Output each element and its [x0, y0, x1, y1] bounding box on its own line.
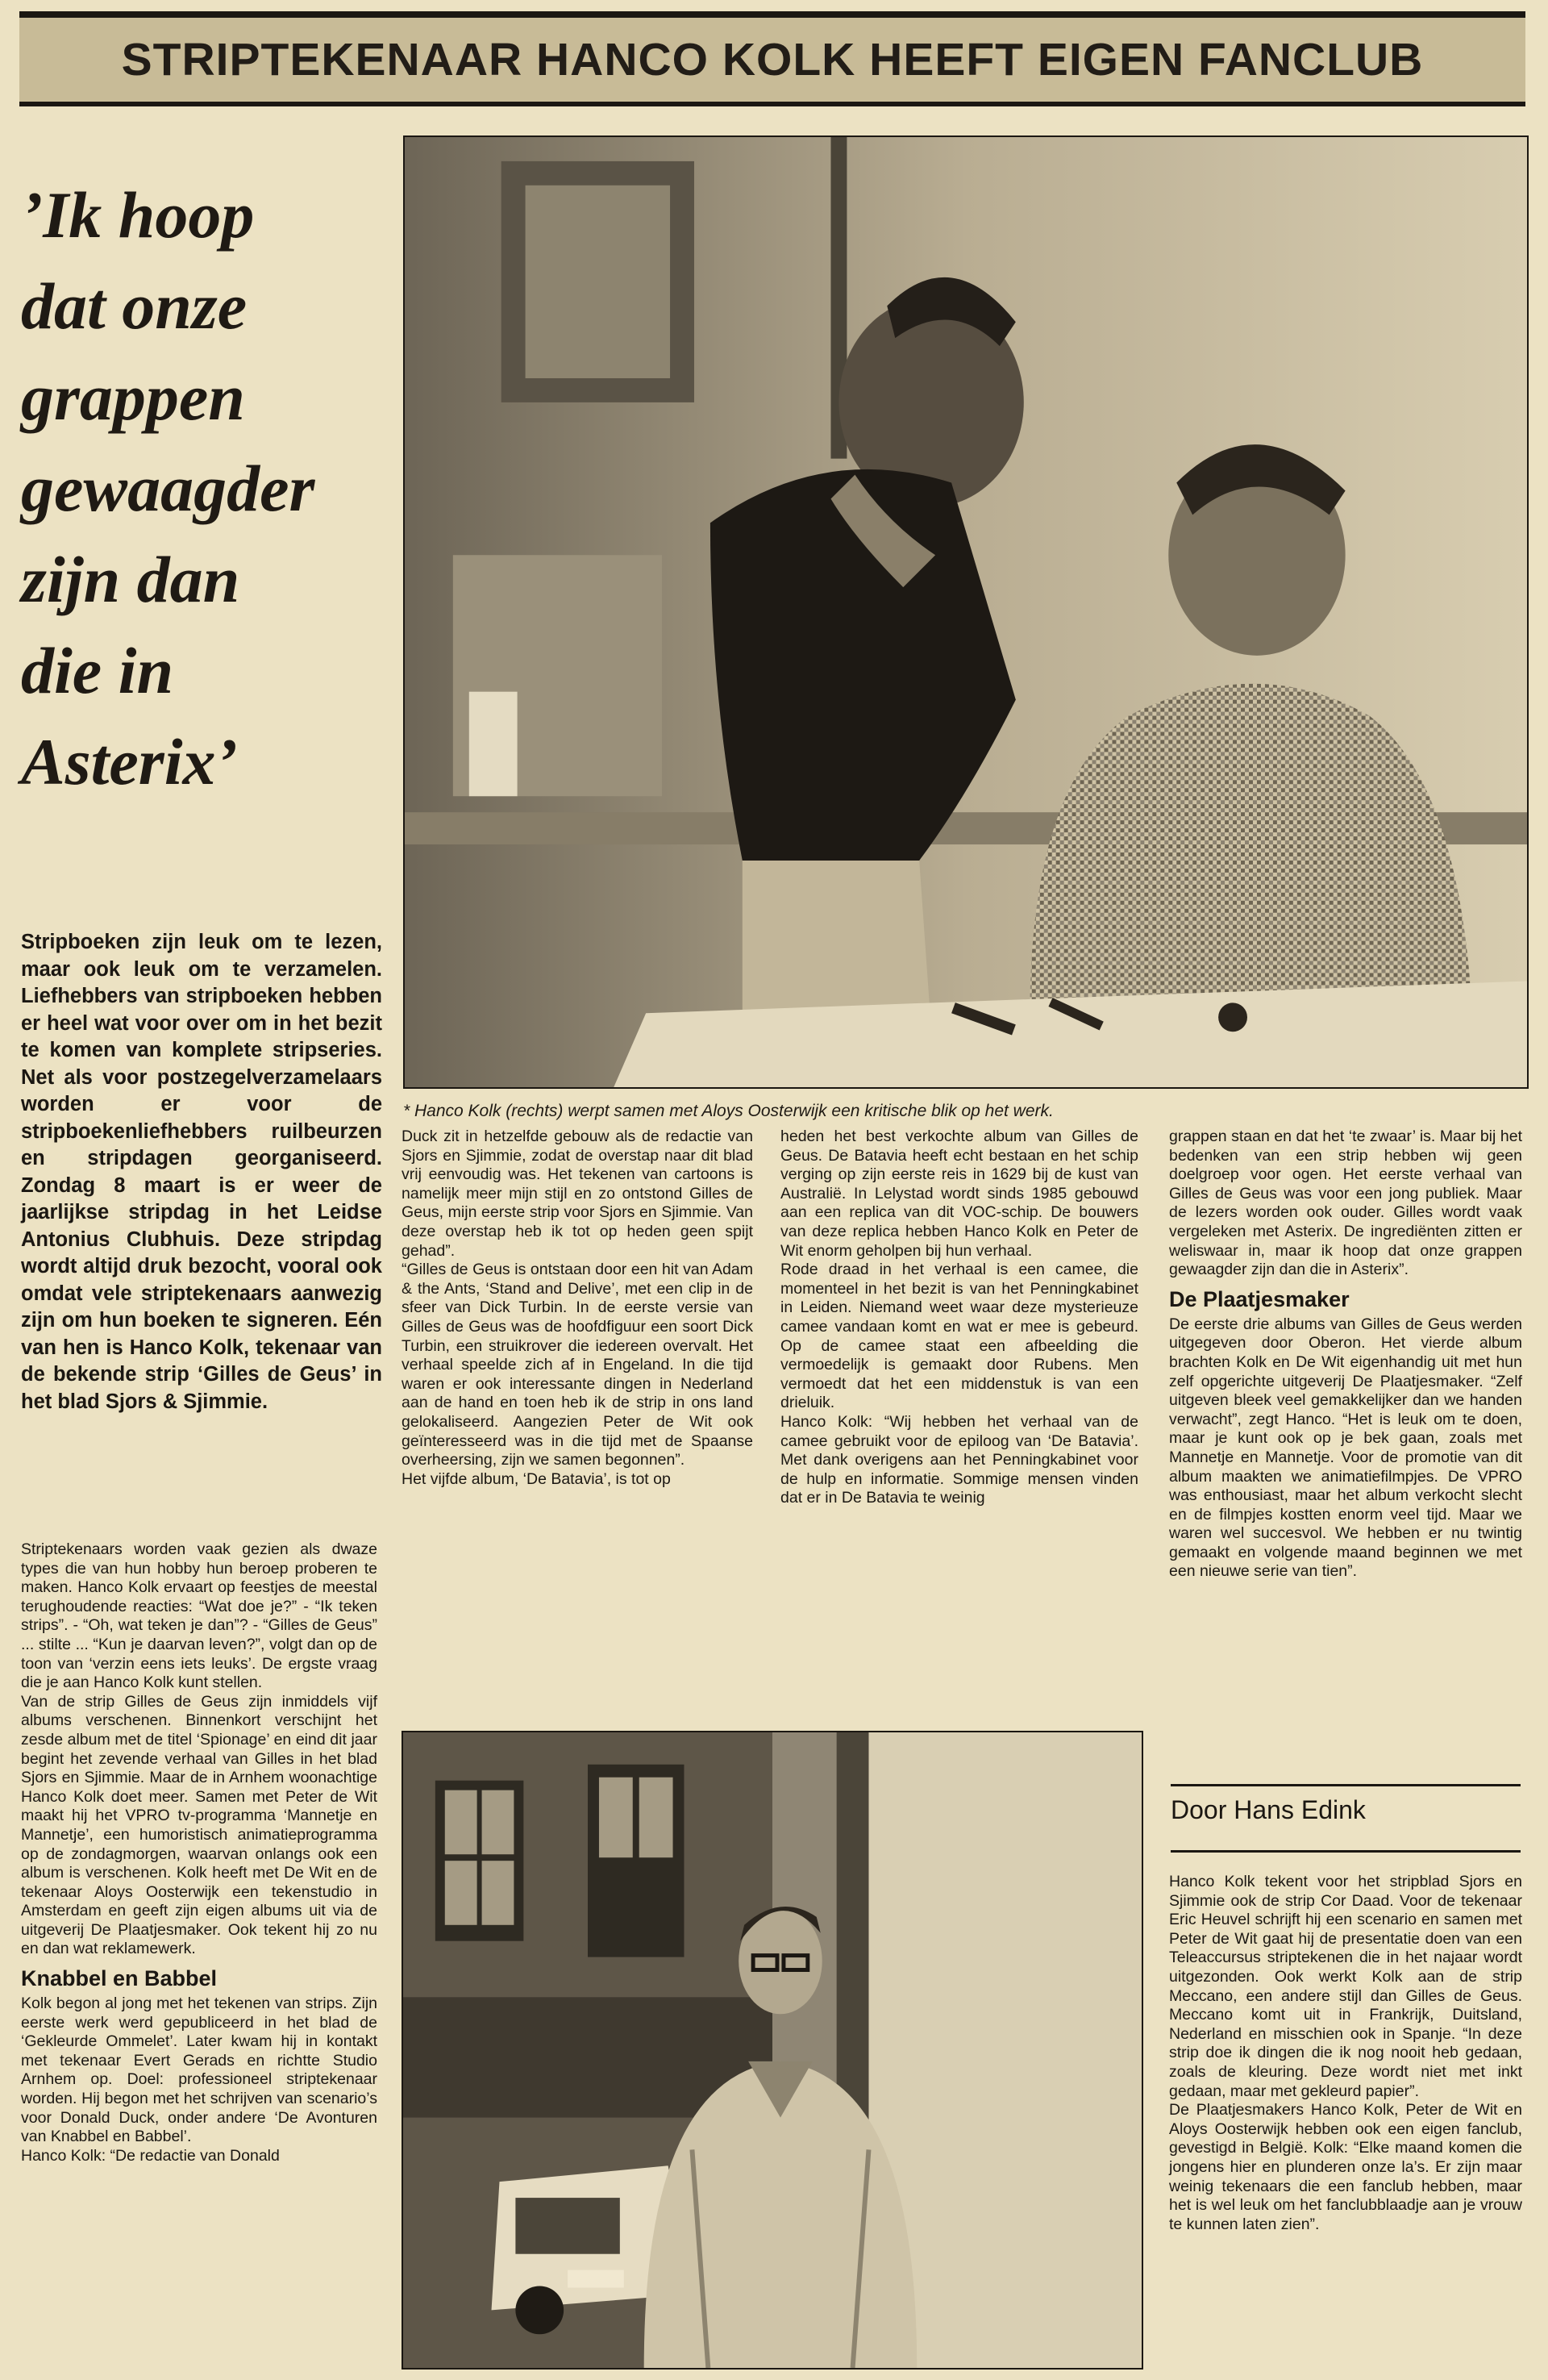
- banner-title: STRIPTEKENAAR HANCO KOLK HEEFT EIGEN FANCLUB: [121, 34, 1424, 85]
- headline-line: ’Ik hoop: [21, 178, 255, 252]
- paragraph: Hanco Kolk: “Wij hebben het verhaal van de camee gebruikt voor de epiloog van ‘De Batavia’. Met dank overigens aan het Penningkabinet voor de hulp en informatie. Sommige mensen vinden dat er in De Batavia te weinig: [780, 1412, 1138, 1507]
- byline: Door Hans Edink: [1171, 1795, 1366, 1824]
- paragraph: Kolk begon al jong met het tekenen van strips. Zijn eerste werk werd gepubliceerd in het blad de ‘Gekleurde Ommelet’. Later kwam hij in kontakt met tekenaar Evert Gerads en richtte Studio Arnhem op. Doel: professioneel striptekenaar worden. Hij begon met het schrijven van scenario’s voor Donald Duck, onder andere ‘De Avonturen van Knabbel en Babbel’.: [21, 1994, 377, 2146]
- subheading: Knabbel en Babbel: [21, 1966, 218, 1991]
- headline-line: grappen: [21, 361, 245, 434]
- main-photo: [403, 135, 1529, 1089]
- headline-line: dat onze: [21, 269, 248, 343]
- headline-line: zijn dan: [21, 543, 240, 616]
- paragraph: Striptekenaars worden vaak gezien als dwaze types die van hun hobby hun beroep proberen te maken. Hanco Kolk ervaart op feestjes de meestal terughoudende reacties: “Wat doe je?” - “Ik teken strips”. - “Oh, wat teken je dan”? - “Gilles de Geus” ... stilte ... “Kun je daarvan leven?”, volgt dan op de toon van ‘verzin eens iets leuks’. De ergste vraag die je aan Hanco Kolk kunt stellen.: [21, 1540, 377, 1692]
- paragraph: Hanco Kolk: “De redactie van Donald: [21, 2146, 280, 2165]
- paragraph: De Plaatjesmakers Hanco Kolk, Peter de Wit en Aloys Oosterwijk hebben ook een eigen fanclub, gevestigd in België. Kolk: “Elke maand komen die jongens hier en plunderen onze la’s. Er zijn maar weinig tekenaars die een fanclub hebben, maar het is wel leuk om het fanclubblaadje aan je vrouw te kunnen laten zien”.: [1169, 2101, 1522, 2233]
- article-column-3: [780, 1127, 1138, 1508]
- paragraph: “Gilles de Geus is ontstaan door een hit van Adam & the Ants, ‘Stand and Delive’, met een clip in de sfeer van Dick Turbin. In de eerste versie van Gilles de Geus was de hoofdfiguur een soort Dick Turbin, een struikrover die iedereen overvalt. Het verhaal speelde zich af in Engeland. In die tijd waren er ook interessante dingen in Nederland aan de hand en toen heb ik de strip in ons land gelokaliseerd. Aangezien Peter de Wit ook geïnteresseerd was in die tijd met de Spaanse overheersing, zijn we samen begonnen”.: [402, 1261, 753, 1469]
- street-photo-illustration: [403, 1732, 1142, 2368]
- article-column-4-bottom: [1169, 1873, 1522, 2234]
- byline-top-rule: [1171, 1784, 1521, 1786]
- paragraph: Het vijfde album, ‘De Batavia’, is tot op: [402, 1469, 671, 1488]
- photo-caption: * Hanco Kolk (rechts) werpt samen met Aloys Oosterwijk een kritische blik op het werk.: [403, 1102, 1054, 1120]
- paragraph: Duck zit in hetzelfde gebouw als de redactie van Sjors en Sjimmie, zodat de overstap naar dit blad vrij eenvoudig was. Het tekenen van cartoons is namelijk meer mijn stijl en zo ontstond Gilles de Geus, mijn eerste strip voor Sjors en Sjimmie. Van deze overstap heb ik tot op heden geen spijt gehad”.: [402, 1127, 753, 1260]
- lead-paragraph: Stripboeken zijn leuk om te lezen, maar ook leuk om te verzamelen. Liefhebbers van stripboeken hebben er heel wat voor over om in het bezit te komen van komplete stripseries. Net als voor postzegelverzamelaars worden er voor de stripboekenliefhebbers ruilbeurzen en stripdagen georganiseerd. Zondag 8 maart is er weer de jaarlijkse stripdag in het Leidse Antonius Clubhuis. Deze stripdag wordt altijd druk bezocht, vooral ook omdat vele striptekenaars aanwezig zijn om hun boeken te signeren. Eén van hen is Hanco Kolk, tekenaar van de bekende strip ‘Gilles de Geus’ in het blad Sjors & Sjimmie.: [21, 931, 382, 1413]
- paragraph: Van de strip Gilles de Geus zijn inmiddels vijf albums verschenen. Binnenkort verschijnt het zesde album met de titel ‘Spionage’ en eind dit jaar begint het zevende verhaal van Gilles in het blad Sjors en Sjimmie. Maar de in Arnhem woonachtige Hanco Kolk doet meer. Samen met Peter de Wit maakt hij het VPRO tv-programma ‘Mannetje en Mannetje’, een humoristisch animatieprogramma op de zondagmorgen, waarvan onlangs ook een album is verschenen. Kolk heeft met De Wit en de tekenaar Aloys Oosterwijk een tekenstudio in Amsterdam en geeft zijn eigen albums uit via de uitgeverij De Plaatjesmaker. Ook tekent hij zo nu en dan wat reklamewerk.: [21, 1692, 377, 1958]
- subheading: De Plaatjesmaker: [1169, 1286, 1350, 1311]
- paragraph: Rode draad in het verhaal is een camee, die momenteel in het bezit is van het Penningkabinet in Leiden. Niemand weet waar deze mysterieuze camee vandaan komt en wat er mee is gebeurd. Op de camee staat een afbeelding die vermoedelijk is gemaakt door Rubens. Men vermoedt dat het een middenstuk is van een drieluik.: [780, 1261, 1138, 1412]
- article-column-4: [1169, 1127, 1522, 1582]
- article-headline: [21, 169, 400, 807]
- paragraph: Hanco Kolk tekent voor het stripblad Sjors en Sjimmie ook de strip Cor Daad. Voor de tekenaar Eric Heuvel schrijft hij een scenario en samen met Peter de Wit gaat hij de presentatie doen van een Teleaccursus striptekenen die in het najaar wordt uitgezonden. Ook werkt Kolk aan de strip Meccano, een andere stijl dan Gilles de Geus. Meccano komt uit in Frankrijk, Duitsland, Nederland en misschien ook in Spanje. “In deze strip doe ik dingen die ik nog nooit heb gedaan, zoals de kleuring. Deze wordt niet met inkt gedaan, maar met gekleurd papier”.: [1169, 1873, 1522, 2100]
- paragraph: grappen staan en dat het ‘te zwaar’ is. Maar bij het bedenken van een strip hebben wij geen doelgroep voor ogen. Het eerste verhaal van Gilles de Geus was voor een jong publiek. Maar de lezers worden ook ouder. Gilles wordt vaak vergeleken met Asterix. De ingrediënten zitten er weliswaar in, maar ik hoop dat onze grappen gewaagder zijn dan die in Asterix”.: [1169, 1127, 1522, 1279]
- article-column-2: [402, 1127, 753, 1489]
- portrait-photo: [402, 1731, 1143, 2370]
- article-column-1: [21, 1540, 377, 2165]
- byline-bottom-rule: [1171, 1850, 1521, 1853]
- headline-line: die in: [21, 634, 174, 707]
- studio-photo-illustration: [405, 137, 1527, 1087]
- paragraph: heden het best verkochte album van Gilles de Geus. De Batavia heeft echt bestaan en het schip verging op zijn eerste reis in 1629 bij de kust van Australië. In Lelystad wordt sinds 1985 gebouwd aan een replica van dit VOC-schip. De bouwers van deze replica hebben Hanco Kolk en Peter de Wit enorm geholpen bij hun verhaal.: [780, 1127, 1138, 1260]
- masthead-banner: [19, 11, 1525, 106]
- paragraph: De eerste drie albums van Gilles de Geus werden uitgegeven door Oberon. Het vierde album brachten Kolk en De Wit eigenhandig uit met hun zelf opgerichte uitgeverij De Plaatjesmaker. “Zelf uitgeven bleek veel gemakkelijker dan we handen verwacht”, zegt Hanco. “Het is leuk om te doen, maar je kunt ook op je bek gaan, zoals met Mannetje en Mannetje. Voor de promotie van dit album maakten we animatiefilmpjes. De VPRO was enthousiast, maar het album verkocht slecht en de filmpjes kostten enorm veel tijd. Maar we waren wel succesvol. We hebben er nu twintig gemaakt en volgende maand beginnen we met een nieuwe serie van tien”.: [1169, 1315, 1522, 1581]
- headline-line: Asterix’: [21, 725, 238, 798]
- headline-line: gewaagder: [21, 452, 315, 525]
